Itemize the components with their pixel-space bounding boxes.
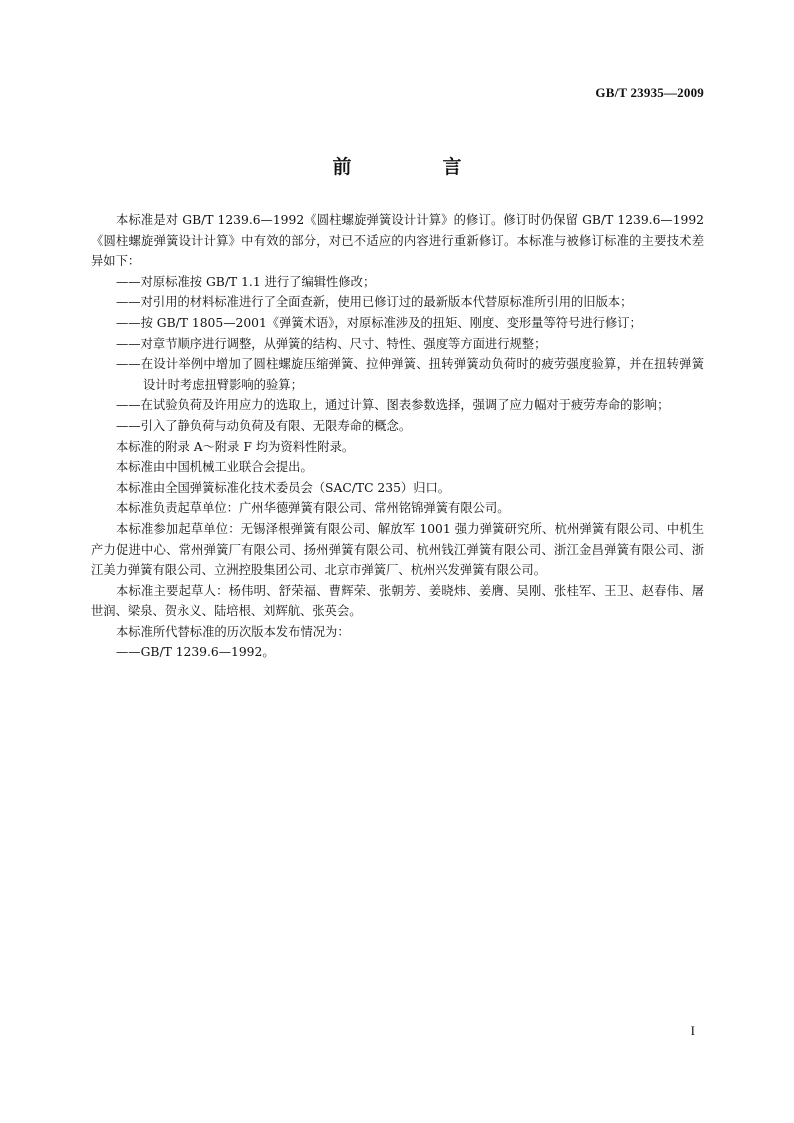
foreword-body xyxy=(91,210,704,663)
proposer-note: 本标准由中国机械工业联合会提出。 xyxy=(116,460,313,475)
list-item: ——GB/T 1239.6—1992。 xyxy=(116,645,275,660)
intro-paragraph: 本标准是对 GB/T 1239.6—1992《圆柱螺旋弹簧设计计算》的修订。修订时仍保留 GB/T 1239.6—1992《圆柱螺旋弹簧设计计算》中有效的部分，对已不适应的内容进行重新修订。本标准与被修订标准的主要技术差异如下： xyxy=(91,213,704,269)
page-title: 前 言 xyxy=(332,156,498,178)
list-item: ——对引用的材料标准进行了全面查新，使用已修订过的最新版本代替原标准所引用的旧版本； xyxy=(116,295,633,310)
committee-note: 本标准由全国弹簧标准化技术委员会（SAC/TC 235）归口。 xyxy=(116,480,451,495)
list-item: ——对章节顺序进行调整，从弹簧的结构、尺寸、特性、强度等方面进行规整； xyxy=(116,336,547,351)
main-drafters: 本标准主要起草人：杨伟明、舒荣福、曹辉荣、张朝芳、姜晓炜、姜膺、吴刚、张桂军、王卫、赵春伟、屠世润、梁泉、贺永义、陆培根、刘辉航、张英会。 xyxy=(91,583,704,619)
replaced-editions-intro: 本标准所代替标准的历次版本发布情况为： xyxy=(116,624,350,639)
list-item: ——按 GB/T 1805—2001《弹簧术语》，对原标准涉及的扭矩、刚度、变形量等符号进行修订； xyxy=(116,315,642,330)
participating-drafters: 本标准参加起草单位：无锡泽根弹簧有限公司、解放军 1001 强力弹簧研究所、杭州弹簧有限公司、中机生产力促进中心、常州弹簧厂有限公司、扬州弹簧有限公司、杭州钱江弹簧有限公司、浙江金昌弹簧有限公司、浙江美力弹簧有限公司、立洲控股集团公司、北京市弹簧厂、杭州兴发弹簧有限公司。 xyxy=(91,521,704,578)
list-item: ——引入了静负荷与动负荷及有限、无限寿命的概念。 xyxy=(116,418,412,433)
list-item: ——对原标准按 GB/T 1.1 进行了编辑性修改； xyxy=(116,274,376,289)
list-item: ——在试验负荷及许用应力的选取上，通过计算、图表参数选择，强调了应力幅对于疲劳寿命的影响； xyxy=(116,398,670,413)
page-number: I xyxy=(690,1023,695,1038)
responsible-drafters: 本标准负责起草单位：广州华德弹簧有限公司、常州铭锦弹簧有限公司。 xyxy=(116,501,510,516)
standard-code: GB/T 23935—2009 xyxy=(595,85,704,100)
appendix-note: 本标准的附录 A～附录 F 均为资料性附录。 xyxy=(116,439,355,454)
list-item: ——在设计举例中增加了圆柱螺旋压缩弹簧、拉伸弹簧、扭转弹簧动负荷时的疲劳强度验算，并在扭转弹簧设计时考虑扭臂影响的验算； xyxy=(116,357,704,392)
